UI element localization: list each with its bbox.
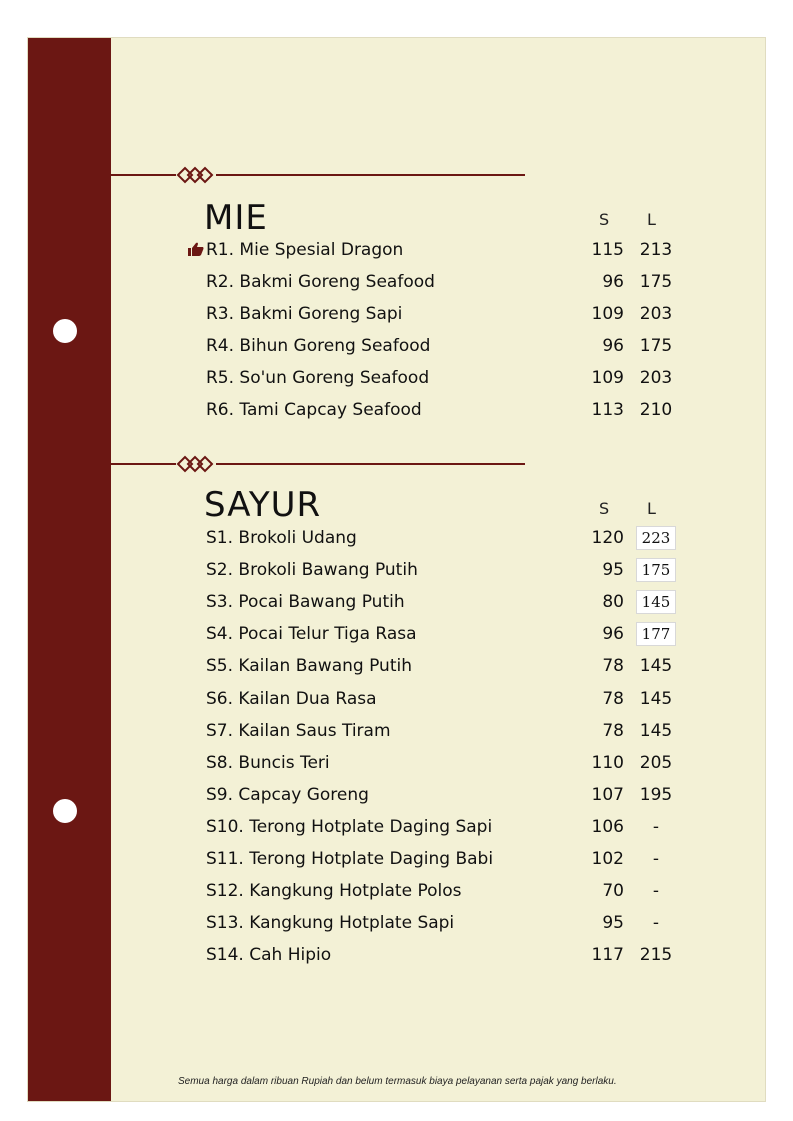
price-small: 107 — [591, 784, 624, 805]
price-large-handwritten: 177 — [636, 622, 676, 646]
menu-item-row — [206, 785, 676, 815]
menu-item-row — [206, 689, 676, 719]
price-small: 115 — [591, 240, 624, 260]
menu-item-row — [206, 945, 676, 975]
price-small: 110 — [591, 752, 624, 773]
menu-item-name: R5. So'un Goreng Seafood — [206, 368, 430, 388]
menu-item-name: S7. Kailan Saus Tiram — [206, 720, 391, 741]
menu-item-name: R6. Tami Capcay Seafood — [206, 400, 422, 420]
price-large: 203 — [639, 304, 673, 324]
price-small: 96 — [602, 272, 624, 292]
column-header-small: S — [599, 499, 610, 518]
menu-item-row — [206, 817, 676, 847]
price-large: 210 — [639, 400, 673, 420]
price-large: 203 — [639, 368, 673, 388]
column-header-large: L — [647, 499, 656, 518]
price-large: 195 — [639, 784, 673, 805]
price-small: 113 — [591, 400, 624, 420]
menu-item-name: S4. Pocai Telur Tiga Rasa — [206, 624, 417, 645]
price-small: 80 — [602, 592, 624, 613]
menu-item-name: S6. Kailan Dua Rasa — [206, 688, 377, 709]
price-small: 78 — [602, 656, 624, 677]
menu-item-row — [206, 304, 676, 334]
binding-spine — [28, 38, 111, 1101]
price-small: 120 — [591, 528, 624, 548]
menu-item-row — [206, 336, 676, 366]
menu-item-name: S2. Brokoli Bawang Putih — [206, 560, 418, 581]
diamond-knot-ornament-icon — [176, 166, 216, 184]
menu-item-row — [206, 753, 676, 783]
price-small: 78 — [602, 720, 624, 741]
price-large: 175 — [639, 336, 673, 356]
menu-item-row — [206, 656, 676, 686]
price-small: 96 — [602, 624, 624, 645]
price-large: 215 — [639, 945, 673, 966]
menu-item-name: S11. Terong Hotplate Daging Babi — [206, 849, 494, 869]
menu-item-row — [206, 368, 676, 398]
price-large-handwritten: 145 — [636, 590, 676, 614]
menu-item-name: S1. Brokoli Udang — [206, 528, 357, 548]
price-small: 70 — [602, 881, 624, 902]
menu-item-name: R2. Bakmi Goreng Seafood — [206, 272, 435, 292]
price-large: - — [652, 881, 660, 902]
price-large: 145 — [639, 656, 673, 677]
price-small: 106 — [591, 816, 624, 837]
menu-item-name: S14. Cah Hipio — [206, 945, 332, 966]
price-large: - — [652, 816, 660, 837]
price-large: 145 — [639, 688, 673, 709]
menu-item-row — [206, 560, 676, 590]
price-large: - — [652, 913, 660, 934]
menu-item-row — [206, 528, 676, 558]
price-large: - — [652, 849, 660, 869]
menu-item-row — [206, 881, 676, 911]
column-header-large: L — [647, 210, 656, 229]
price-small: 78 — [602, 688, 624, 709]
price-small: 117 — [591, 945, 624, 966]
section-title-sayur: SAYUR — [204, 485, 322, 525]
price-large-handwritten: 223 — [636, 526, 676, 550]
menu-item-name: S10. Terong Hotplate Daging Sapi — [206, 816, 493, 837]
section-divider — [111, 174, 525, 176]
menu-item-name: S3. Pocai Bawang Putih — [206, 592, 405, 613]
price-large: 175 — [639, 272, 673, 292]
price-disclaimer: Semua harga dalam ribuan Rupiah dan belum termasuk biaya pelayanan serta pajak yang berlaku. — [178, 1076, 617, 1087]
menu-item-row — [206, 721, 676, 751]
menu-item-name: S9. Capcay Goreng — [206, 784, 369, 805]
price-large: 205 — [639, 752, 673, 773]
price-large: 145 — [639, 720, 673, 741]
price-large-handwritten: 175 — [636, 558, 676, 582]
menu-item-row — [206, 913, 676, 943]
section-divider — [111, 463, 525, 465]
thumbs-up-icon — [188, 242, 204, 256]
menu-item-name: S12. Kangkung Hotplate Polos — [206, 881, 462, 902]
menu-item-name: S8. Buncis Teri — [206, 752, 330, 773]
binder-hole — [53, 319, 77, 343]
section-title-mie: MIE — [204, 198, 268, 238]
menu-item-name: R1. Mie Spesial Dragon — [206, 240, 404, 260]
price-small: 95 — [602, 560, 624, 581]
menu-item-name: R4. Bihun Goreng Seafood — [206, 336, 431, 356]
binder-hole — [53, 799, 77, 823]
menu-item-name: R3. Bakmi Goreng Sapi — [206, 304, 403, 324]
price-small: 102 — [591, 849, 624, 869]
price-small: 109 — [591, 304, 624, 324]
menu-item-row — [206, 272, 676, 302]
price-small: 109 — [591, 368, 624, 388]
menu-page — [28, 38, 765, 1101]
diamond-knot-ornament-icon — [176, 455, 216, 473]
menu-item-row — [206, 592, 676, 622]
menu-item-row — [206, 624, 676, 654]
menu-item-name: S5. Kailan Bawang Putih — [206, 656, 412, 677]
price-large: 213 — [639, 240, 673, 260]
price-small: 95 — [602, 913, 624, 934]
menu-item-row — [206, 240, 676, 270]
column-header-small: S — [599, 210, 610, 229]
menu-item-row — [206, 849, 676, 879]
price-small: 96 — [602, 336, 624, 356]
menu-item-name: S13. Kangkung Hotplate Sapi — [206, 913, 455, 934]
menu-item-row — [206, 400, 676, 430]
